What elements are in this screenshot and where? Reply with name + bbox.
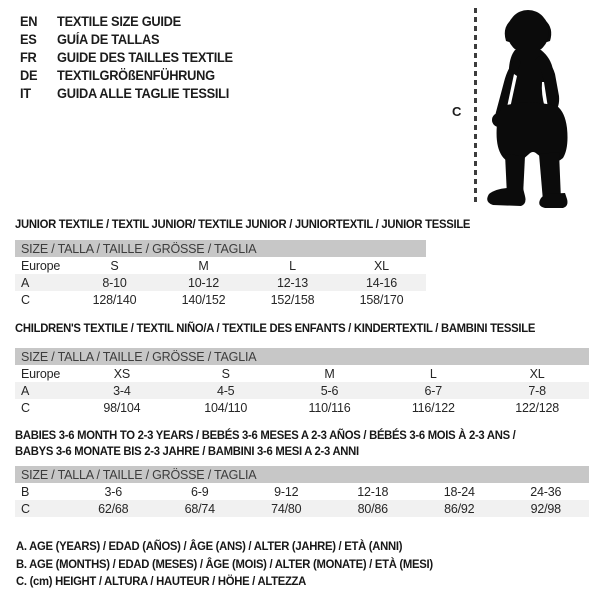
cell: 3-4 [113,383,131,398]
legend-b: B. AGE (MONTHS) / EDAD (MESES) / ÂGE (MOIS) / ALTER (MONATE) / ETÀ (MESI) [16,556,433,571]
cell: 104/110 [204,400,248,415]
lang-label: TEXTILGRÖßENFÜHRUNG [57,68,215,83]
lang-label: GUIDE DES TAILLES TEXTILE [57,50,233,65]
cell: 110/116 [308,400,351,415]
lang-code: ES [20,32,37,47]
size-header: SIZE / TALLA / TAILLE / GRÖSSE / TAGLIA [15,240,426,257]
children-section [15,320,589,416]
lang-code: IT [20,86,31,101]
cell: 86/92 [444,501,475,516]
height-measure-label: C [452,104,462,119]
cell: XL [374,258,389,273]
cell: 10-12 [188,275,219,290]
lang-row-fr [20,49,233,67]
cell: 122/128 [515,400,559,415]
cell: 140/152 [181,292,226,307]
cell: 7-8 [528,383,546,398]
babies-size-table [15,466,589,517]
legend-a: A. AGE (YEARS) / EDAD (AÑOS) / ÂGE (ANS) / ALTER (JAHRE) / ETÀ (ANNI) [16,539,403,553]
lang-label: TEXTILE SIZE GUIDE [57,14,181,29]
children-size-table [15,348,589,416]
cell: 4-5 [216,383,235,398]
table-row-height [15,500,589,517]
babies-title-line2: BABYS 3-6 MONATE BIS 2-3 JAHRE / BAMBINI 3-6 MESI A 2-3 ANNI [15,444,359,458]
junior-size-table [15,240,426,308]
table-row-age [15,274,426,291]
cell: 18-24 [443,484,475,499]
table-row-height [15,291,426,308]
row-label: C [21,400,30,415]
cell: XL [529,366,545,381]
lang-row-it [20,85,233,103]
lang-code: EN [20,14,38,29]
babies-title-line1: BABIES 3-6 MONTH TO 2-3 YEARS / BEBÉS 3-6 MESES A 2-3 AÑOS / BÉBÉS 3-6 MOIS À 2-3 ANS / [15,428,516,442]
cell: 158/170 [359,292,404,307]
language-guide [20,13,244,103]
toddler-silhouette-image [483,8,583,208]
lang-label: GUÍA DE TALLAS [57,32,160,47]
cell: 92/98 [530,501,561,516]
cell: 3-6 [104,484,122,499]
row-label: C [21,501,30,516]
cell: L [289,258,296,273]
cell: 74/80 [271,501,302,516]
table-row-europe [15,257,426,274]
children-title: CHILDREN'S TEXTILE / TEXTIL NIÑO/A / TEXTILE DES ENFANTS / KINDERTEXTIL / BAMBINI TESSILE [15,321,536,335]
size-header: SIZE / TALLA / TAILLE / GRÖSSE / TAGLIA [15,466,589,483]
row-label: Europe [21,366,61,381]
row-label: A [21,383,30,398]
cell: 98/104 [103,400,141,415]
size-header: SIZE / TALLA / TAILLE / GRÖSSE / TAGLIA [15,348,589,365]
height-dashed-line [474,8,477,206]
lang-code: DE [20,68,38,83]
cell: 6-7 [424,383,443,398]
cell: 62/68 [98,501,129,516]
cell: 8-10 [102,275,127,290]
cell: L [429,366,437,381]
legend [16,538,459,591]
cell: 5-6 [320,383,339,398]
legend-c: C. (cm) HEIGHT / ALTURA / HAUTEUR / HÖHE / ALTEZZA [16,574,307,588]
table-row-height [15,399,589,416]
row-label: A [21,275,30,290]
cell: S [110,258,119,273]
cell: 80/86 [357,501,388,516]
lang-label: GUIDA ALLE TAGLIE TESSILI [57,86,229,101]
lang-row-en [20,13,233,31]
junior-section [15,216,471,308]
table-row-europe [15,365,589,382]
cell: 14-16 [366,275,397,290]
lang-row-es [20,31,233,49]
lang-code: FR [20,50,37,65]
row-label: B [21,484,30,499]
cell: 24-36 [530,484,562,499]
cell: 12-18 [357,484,389,499]
cell: 116/122 [411,400,455,415]
row-label: Europe [21,258,61,273]
cell: M [198,258,209,273]
cell: M [324,366,335,381]
cell: 68/74 [184,501,215,516]
lang-row-de [20,67,233,85]
cell: 128/140 [92,292,137,307]
junior-title: JUNIOR TEXTILE / TEXTIL JUNIOR/ TEXTILE JUNIOR / JUNIORTEXTIL / JUNIOR TESSILE [15,217,471,231]
babies-section [15,427,589,517]
row-label: C [21,292,30,307]
cell: 6-9 [191,484,209,499]
cell: 12-13 [277,275,308,290]
cell: 9-12 [274,484,299,499]
table-row-months [15,483,589,500]
cell: XS [113,366,131,381]
cell: S [221,366,230,381]
table-row-age [15,382,589,399]
cell: 152/158 [270,292,315,307]
